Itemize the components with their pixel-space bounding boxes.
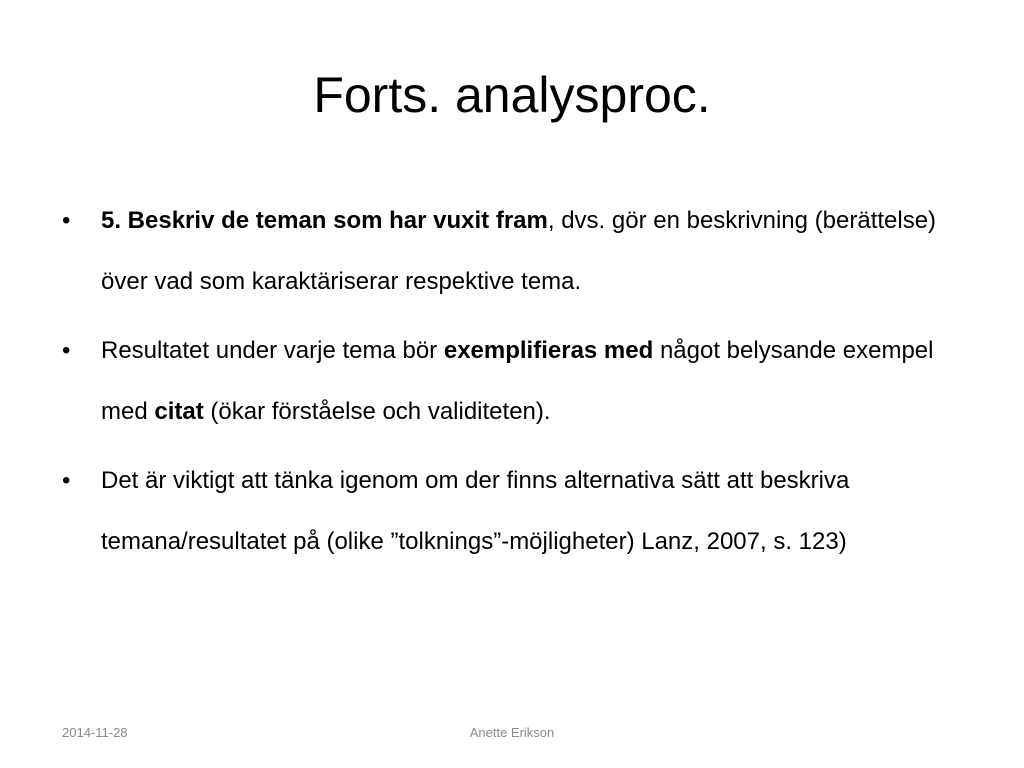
bullet-text-bold: citat xyxy=(154,398,204,425)
bullet-item xyxy=(62,190,962,312)
bullet-item xyxy=(62,450,962,572)
slide-title: Forts. analysproc. xyxy=(313,67,711,123)
bullet-text-bold: exemplifieras med xyxy=(443,337,654,364)
bullet-text: Resultatet under varje tema bör xyxy=(101,337,444,364)
bullet-icon: • xyxy=(62,337,71,364)
bullet-text-bold: 5. Beskriv de teman som har vuxit fram xyxy=(101,207,548,234)
bullet-icon: • xyxy=(62,207,71,234)
bullet-list xyxy=(62,190,962,580)
bullet-icon: • xyxy=(62,467,71,494)
bullet-text: , dvs. gör en beskrivning (berättelse) över vad som karaktäriserar respektive tema. xyxy=(101,207,937,295)
bullet-text: Det är viktigt att tänka igenom om der finns alternativa sätt att beskriva temana/resultatet på (olike ”tolknings”-möjligheter) Lanz, 2007, s. 123) xyxy=(101,467,850,555)
footer-author: Anette Erikson xyxy=(469,725,555,740)
footer-date: 2014-11-28 xyxy=(62,725,128,740)
bullet-text: (ökar förståelse och validiteten). xyxy=(203,398,551,425)
bullet-item xyxy=(62,320,962,442)
bullet-text: något belysande exempel med xyxy=(101,337,934,425)
